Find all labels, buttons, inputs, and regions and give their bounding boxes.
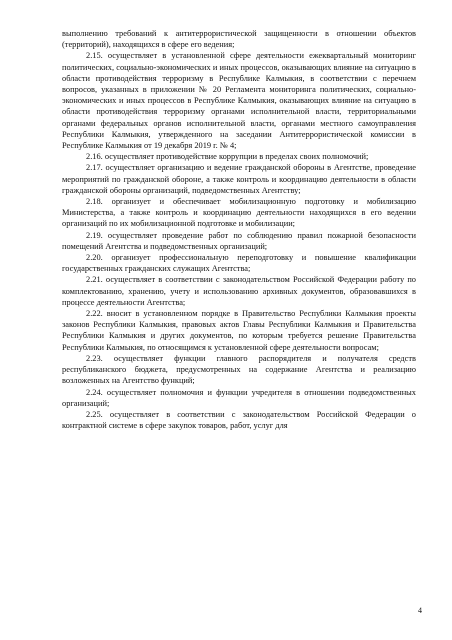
paragraph-2-19: 2.19. осуществляет проведение работ по соблюдению правил пожарной безопасности помещений Агентства и подведомственных организаций;: [62, 230, 416, 251]
paragraph-2-22: 2.22. вносит в установленном порядке в Правительство Республики Калмыкия проекты законов Республики Калмыкия, правовых актов Главы Республики Калмыкия и Правительства Республики Калмыкия и других документов, по которым требуется решение Правительства Республики Калмыкия, по относящимся к установленной сфере деятельности вопросам;: [62, 309, 416, 352]
page-number: 4: [418, 606, 422, 615]
paragraph-2-24: 2.24. осуществляет полномочия и функции учредителя в отношении подведомственных организаций;: [62, 387, 416, 408]
paragraph-2-21: 2.21. осуществляет в соответствии с законодательством Российской Федерации работу по комплектованию, хранению, учету и использованию архивных документов, образовавшихся в процессе деятельности Агентства;: [62, 275, 416, 307]
paragraph-2-15: 2.15. осуществляет в установленной сфере деятельности ежеквартальный мониторинг политических, социально-экономических и иных процессов, оказывающих влияние на ситуацию в области противодействия терроризму в Республике Калмыкия, в соответствии с перечнем вопросов, указанных в приложении № 20 Регламента мониторинга политических, социально-экономических и иных процессов в Республике Калмыкия, оказывающих влияние на ситуацию в области противодействия терроризму органами исполнительной власти, территориальными органами федеральных органов исполнительной власти, органами местного самоуправления Республики Калмыкия, утвержденного на заседании Антитеррористической комиссии в Республике Калмыкия от 19 декабря 2019 г. № 4;: [62, 51, 416, 151]
paragraph-2-25: 2.25. осуществляет в соответствии с законодательством Российской Федерации о контрактной системе в сфере закупок товаров, работ, услуг для: [62, 409, 416, 431]
paragraph-2-20: 2.20. организует профессиональную переподготовку и повышение квалификации государственных гражданских служащих Агентства;: [62, 253, 416, 274]
document-body: [62, 28, 416, 431]
paragraph-2-17: 2.17. осуществляет организацию и ведение гражданской обороны в Агентстве, проведение мероприятий по гражданской обороне, а также контроль и координацию деятельности в области гражданской обороны организаций, подведомственных Агентству;: [62, 163, 416, 195]
paragraph-continuation: выполнению требований к антитеррористической защищенности в отношении объектов (территорий), находящихся в сфере его ведения;: [62, 29, 416, 50]
paragraph-2-18: 2.18. организует и обеспечивает мобилизационную подготовку и мобилизацию Министерства, а также контроль и координацию деятельности находящихся в его ведении организаций по их мобилизационной подготовке и мобилизации;: [62, 197, 416, 229]
paragraph-2-16: 2.16. осуществляет противодействие коррупции в пределах своих полномочий;: [86, 152, 369, 162]
paragraph-2-23: 2.23. осуществляет функции главного распорядителя и получателя средств республиканского бюджета, предусмотренных на содержание Агентства и реализацию возложенных на Агентство функций;: [62, 353, 416, 386]
